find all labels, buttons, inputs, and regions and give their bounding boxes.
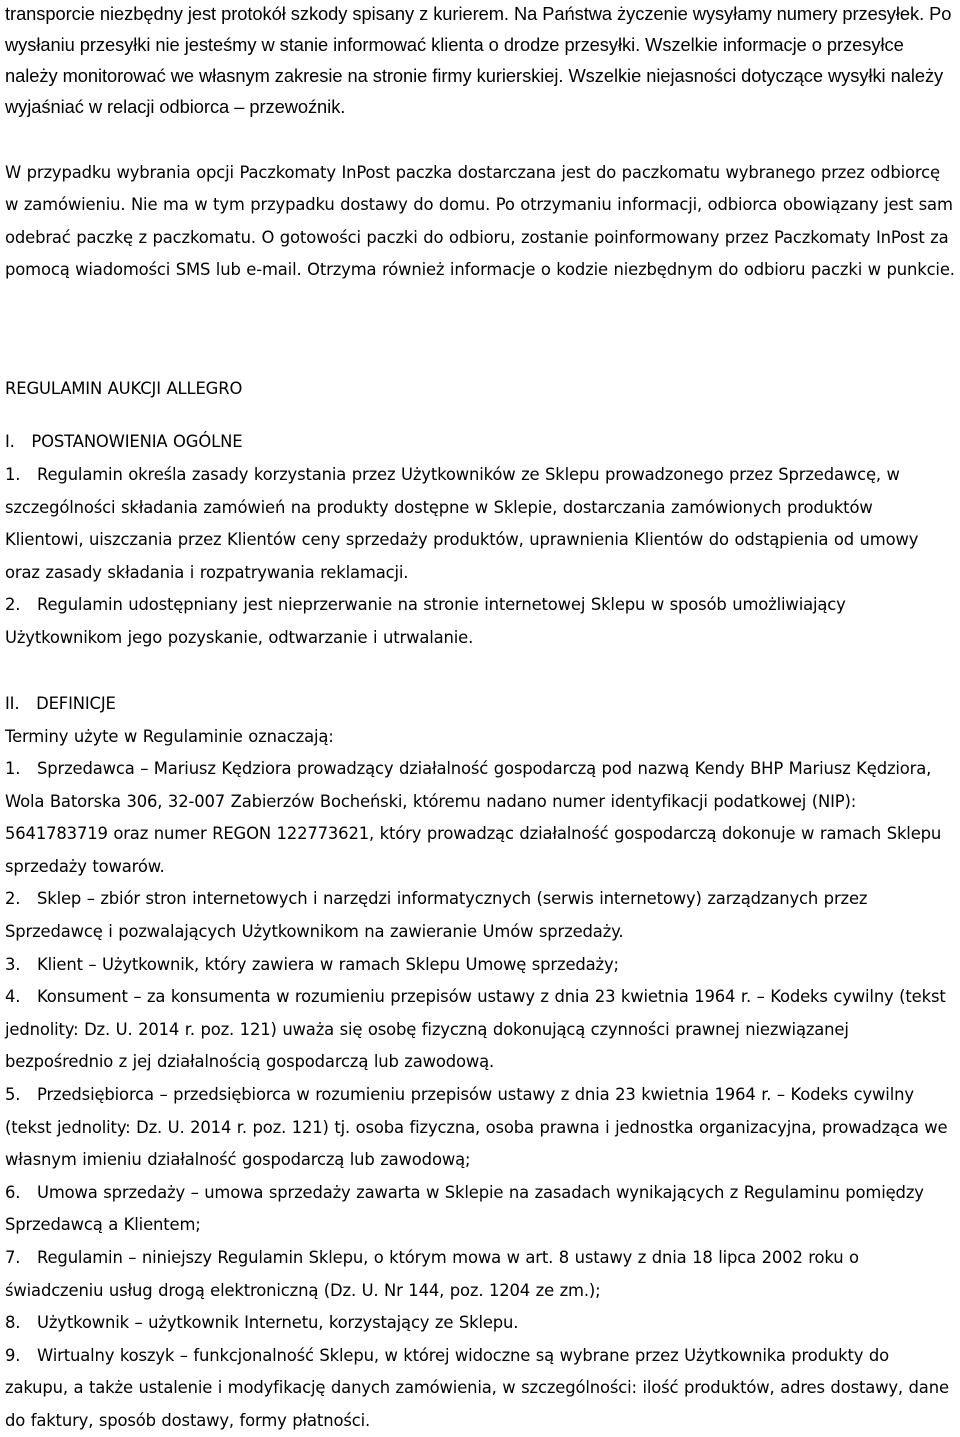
list-item xyxy=(5,981,955,1079)
list-item xyxy=(5,459,955,589)
list-item-number: 6. xyxy=(5,1182,21,1202)
list-item xyxy=(5,1340,955,1437)
list-item-text: Wirtualny koszyk – funkcjonalność Sklepu, w której widoczne są wybrane przez Użytkownika produkty do zakupu, a także ustalenie i modyfikację danych zamówienia, w szczególności: ilość produktów, adres dostawy, dane do faktury, sposób dostawy, formy płatności. xyxy=(5,1345,949,1430)
section-heading-definitions: II. DEFINICJE xyxy=(5,694,116,713)
shipping-paragraph: transporcie niezbędny jest protokół szkody spisany z kurierem. Na Państwa życzenie wysyłamy numery przesyłek. Po wysłaniu przesyłki nie jesteśmy w stanie informować klienta o drodze przesyłki. Wszelkie informacje o przesyłce należy monitorować we własnym zakresie na stronie firmy kurierskiej. Wszelkie niejasności dotyczące wysyłki należy wyjaśniać w relacji odbiorca – przewoźnik. xyxy=(5,3,952,117)
list-item-text: Użytkownik – użytkownik Internetu, korzystający ze Sklepu. xyxy=(37,1313,519,1333)
regulations-title: REGULAMIN AUKCJI ALLEGRO xyxy=(5,379,243,398)
list-item-text: Sklep – zbiór stron internetowych i narzędzi informatycznych (serwis internetowy) zarządzanych przez Sprzedawcę i pozwalających Użytkownikom na zawieranie Umów sprzedaży. xyxy=(5,889,868,941)
list-item xyxy=(5,589,955,654)
list-item-number: 5. xyxy=(5,1084,21,1104)
list-item-text: Konsument – za konsumenta w rozumieniu przepisów ustawy z dnia 23 kwietnia 1964 r. – Kodeks cywilny (tekst jednolity: Dz. U. 2014 r. poz. 121) uważa się osobę fizyczną dokonującą czynności prawnej niezwiązanej bezpośrednio z jej działalnością gospodarczą lub zawodową. xyxy=(5,987,946,1072)
definitions-list xyxy=(5,753,955,1437)
list-item xyxy=(5,949,955,982)
list-item xyxy=(5,1177,955,1242)
list-item-text: Regulamin określa zasady korzystania przez Użytkowników ze Sklepu prowadzonego przez Sprzedawcę, w szczególności składania zamówień na produkty dostępne w Sklepie, dostarczania zamówionych produktów Klientowi, uiszczania przez Klientów ceny sprzedaży produktów, uprawnienia Klientów do odstąpienia od umowy oraz zasady składania i rozpatrywania reklamacji. xyxy=(5,465,919,582)
definitions-intro: Terminy użyte w Regulaminie oznaczają: xyxy=(5,727,334,746)
list-item-number: 8. xyxy=(5,1313,21,1333)
general-provisions-list xyxy=(5,459,955,655)
list-item-number: 4. xyxy=(5,987,21,1007)
list-item-number: 9. xyxy=(5,1345,21,1365)
list-item-number: 7. xyxy=(5,1247,21,1267)
list-item-text: Sprzedawca – Mariusz Kędziora prowadzący działalność gospodarczą pod nazwą Kendy BHP Mariusz Kędziora, Wola Batorska 306, 32-007 Zabierzów Bocheński, któremu nadano numer identyfikacji podatkowej (NIP): 5641783719 oraz numer REGON 122773621, który prowadząc działalność gospodarczą dokonuje w ramach Sklepu sprzedaży towarów. xyxy=(5,759,942,876)
list-item-text: Klient – Użytkownik, który zawiera w ramach Sklepu Umowę sprzedaży; xyxy=(37,954,619,974)
list-item-number: 1. xyxy=(5,465,21,484)
list-item-number: 1. xyxy=(5,759,21,778)
list-item xyxy=(5,1079,955,1177)
list-item-text: Regulamin – niniejszy Regulamin Sklepu, o którym mowa w art. 8 ustawy z dnia 18 lipca 2002 roku o świadczeniu usług drogą elektroniczną (Dz. U. Nr 144, poz. 1204 ze zm.); xyxy=(5,1247,859,1300)
section-heading-general: I. POSTANOWIENIA OGÓLNE xyxy=(5,432,243,451)
list-item xyxy=(5,1307,955,1340)
list-item-number: 2. xyxy=(5,889,21,909)
list-item xyxy=(5,883,955,948)
list-item-number: 2. xyxy=(5,595,21,615)
list-item xyxy=(5,1242,955,1307)
list-item-number: 3. xyxy=(5,954,21,974)
list-item xyxy=(5,753,955,883)
list-item-text: Przedsiębiorca – przedsiębiorca w rozumieniu przepisów ustawy z dnia 23 kwietnia 1964 r. – Kodeks cywilny (tekst jednolity: Dz. U. 2014 r. poz. 121) tj. osoba fizyczna, osoba prawna i jednostka organizacyjna, prowadząca we własnym imieniu działalność gospodarczą lub zawodową; xyxy=(5,1084,948,1170)
list-item-text: Umowa sprzedaży – umowa sprzedaży zawarta w Sklepie na zasadach wynikających z Regulaminu pomiędzy Sprzedawcą a Klientem; xyxy=(5,1182,924,1235)
inpost-paragraph: W przypadku wybrania opcji Paczkomaty InPost paczka dostarczana jest do paczkomatu wybranego przez odbiorcę w zamówieniu. Nie ma w tym przypadku dostawy do domu. Po otrzymaniu informacji, odbiorca obowiązany jest sam odebrać paczkę z paczkomatu. O gotowości paczki do odbioru, zostanie poinformowany przez Paczkomaty InPost za pomocą wiadomości SMS lub e-mail. Otrzyma również informacje o kodzie niezbędnym do odbioru paczki w punkcie. xyxy=(5,163,955,280)
list-item-text: Regulamin udostępniany jest nieprzerwanie na stronie internetowej Sklepu w sposób umożliwiający Użytkownikom jego pozyskanie, odtwarzanie i utrwalanie. xyxy=(5,595,846,647)
